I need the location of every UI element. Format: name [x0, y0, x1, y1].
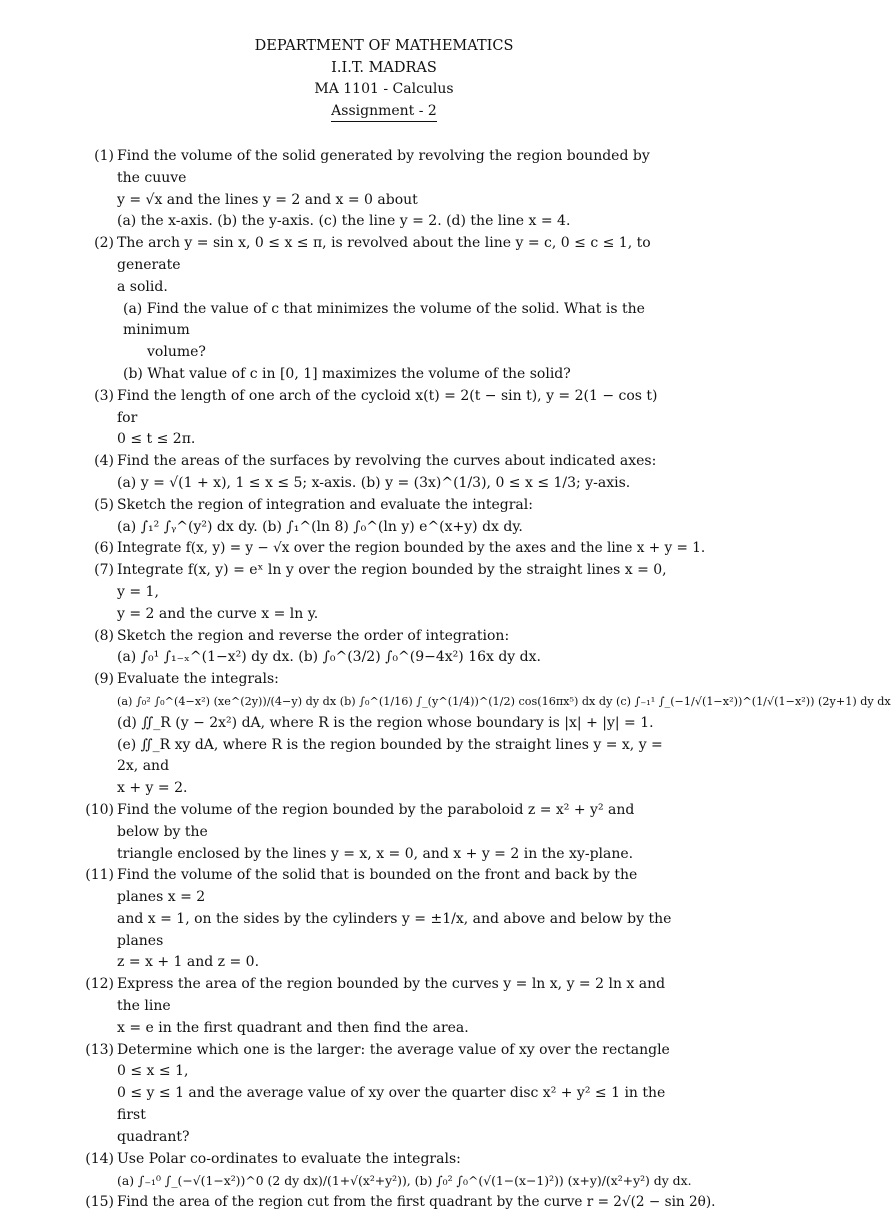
problem-line: Find the area of the region cut from the first quadrant by the curve r = 2√(2 − sin 2θ).	[117, 1194, 716, 1211]
problem-line: (a) ∫₋₁⁰ ∫_(−√(1−x²))^0 (2 dy dx)/(1+√(x²+y²)), (b) ∫₀² ∫₀^(√(1−(x−1)²)) (x+y)/(x²+y²) dy dx.	[117, 1173, 692, 1189]
problem-10	[84, 800, 676, 865]
problem-line: 0 ≤ t ≤ 2π.	[117, 431, 196, 448]
problem-number: (4)	[94, 453, 114, 470]
problem-number: (7)	[94, 562, 114, 579]
problem-line: Sketch the region of integration and evaluate the integral:	[117, 496, 533, 513]
institute-title: I.I.T. MADRAS	[331, 59, 437, 76]
problem-number: (2)	[94, 235, 114, 252]
problem-line: (a) Find the value of c that minimizes the volume of the solid. What is the minimum	[123, 300, 645, 339]
problem-line: (a) ∫₀¹ ∫₁₋ₓ^(1−x²) dy dx. (b) ∫₀^(3/2) ∫₀^(9−4x²) 16x dy dx.	[117, 649, 541, 666]
problem-14	[84, 1149, 692, 1193]
problem-5	[84, 495, 676, 539]
problem-line: x + y = 2.	[117, 780, 188, 797]
problem-7	[84, 560, 676, 625]
problem-number: (10)	[85, 801, 114, 818]
problem-6	[84, 538, 706, 560]
problem-line: Evaluate the integrals:	[117, 671, 279, 688]
problem-number: (11)	[85, 867, 114, 884]
problem-13	[84, 1040, 676, 1149]
problem-line: The arch y = sin x, 0 ≤ x ≤ π, is revolved about the line y = c, 0 ≤ c ≤ 1, to generate	[117, 235, 651, 273]
problem-line: (a) ∫₁² ∫ᵧ^(y²) dx dy. (b) ∫₁^(ln 8) ∫₀^(ln y) e^(x+y) dx dy.	[117, 518, 523, 535]
problem-line: Sketch the region and reverse the order of integration:	[117, 627, 510, 644]
problem-line: Find the areas of the surfaces by revolving the curves about indicated axes:	[117, 453, 657, 470]
course-title: MA 1101 - Calculus	[314, 81, 454, 97]
problem-1	[84, 146, 676, 233]
problem-line: Find the volume of the solid that is bounded on the front and back by the planes x = 2	[117, 867, 638, 906]
problem-number: (6)	[94, 540, 114, 557]
problem-line: (a) ∫₀² ∫₀^(4−x²) (xe^(2y))/(4−y) dy dx (b) ∫₀^(1/16) ∫_(y^(1/4))^(1/2) cos(16πx⁵) dx dy (c) ∫₋₁¹ ∫_(−1/√(1−x²))^(1/√(1−x²)) (2y+1) dy dx	[117, 694, 891, 708]
problem-11	[84, 865, 676, 974]
problem-line: Integrate f(x, y) = y − √x over the region bounded by the axes and the line x + y = 1.	[117, 540, 706, 557]
assignment-title: Assignment - 2	[331, 103, 437, 122]
problem-line: Find the volume of the solid generated by revolving the region bounded by the cuuve	[117, 148, 650, 186]
problem-12	[84, 974, 676, 1039]
problem-line: (d) ∬_R (y − 2x²) dA, where R is the region whose boundary is |x| + |y| = 1.	[117, 714, 654, 731]
problem-8	[84, 626, 676, 670]
problem-number: (14)	[85, 1150, 114, 1167]
problem-line: (a) the x-axis. (b) the y-axis. (c) the line y = 2. (d) the line x = 4.	[117, 213, 571, 230]
problem-line: volume?	[147, 344, 206, 361]
problem-number: (15)	[85, 1194, 114, 1211]
problem-line: 0 ≤ y ≤ 1 and the average value of xy over the quarter disc x² + y² ≤ 1 in the first	[117, 1085, 666, 1124]
problem-number: (9)	[94, 671, 114, 688]
problem-15	[84, 1192, 716, 1214]
problem-line: (b) What value of c in [0, 1] maximizes the volume of the solid?	[123, 365, 571, 382]
problem-line: (a) y = √(1 + x), 1 ≤ x ≤ 5; x-axis. (b) y = (3x)^(1/3), 0 ≤ x ≤ 1/3; y-axis.	[117, 474, 631, 491]
problem-line: quadrant?	[117, 1128, 190, 1145]
problem-3	[84, 386, 676, 451]
problem-2	[84, 233, 676, 386]
problem-list	[84, 146, 891, 1214]
department-title: DEPARTMENT OF MATHEMATICS	[254, 38, 514, 54]
document-header	[0, 0, 768, 122]
problem-line: Use Polar co-ordinates to evaluate the integrals:	[117, 1150, 461, 1167]
problem-line: Find the volume of the region bounded by the paraboloid z = x² + y² and below by the	[117, 801, 635, 840]
problem-line: triangle enclosed by the lines y = x, x = 0, and x + y = 2 in the xy-plane.	[117, 845, 634, 862]
problem-line: Determine which one is the larger: the average value of xy over the rectangle 0 ≤ x ≤ 1,	[117, 1041, 670, 1080]
problem-4	[84, 451, 676, 495]
problem-line: a solid.	[117, 278, 168, 295]
problem-line: y = 2 and the curve x = ln y.	[117, 605, 319, 622]
problem-number: (12)	[85, 976, 114, 993]
problem-9	[84, 669, 891, 800]
problem-number: (5)	[94, 496, 114, 513]
problem-line: Integrate f(x, y) = eˣ ln y over the region bounded by the straight lines x = 0, y = 1,	[117, 562, 667, 600]
problem-line: Express the area of the region bounded by the curves y = ln x, y = 2 ln x and the line	[117, 976, 666, 1015]
problem-number: (1)	[94, 148, 114, 164]
problem-line: y = √x and the lines y = 2 and x = 0 about	[117, 191, 418, 208]
problem-line: (e) ∬_R xy dA, where R is the region bounded by the straight lines y = x, y = 2x, and	[117, 736, 663, 775]
problem-line: and x = 1, on the sides by the cylinders y = ±1/x, and above and below by the planes	[117, 910, 672, 949]
problem-number: (13)	[85, 1041, 114, 1058]
problem-line: x = e in the first quadrant and then find the area.	[117, 1019, 469, 1036]
problem-line: z = x + 1 and z = 0.	[117, 954, 260, 971]
problem-number: (8)	[94, 627, 114, 644]
problem-number: (3)	[94, 387, 114, 404]
problem-line: Find the length of one arch of the cycloid x(t) = 2(t − sin t), y = 2(1 − cos t) for	[117, 387, 658, 426]
